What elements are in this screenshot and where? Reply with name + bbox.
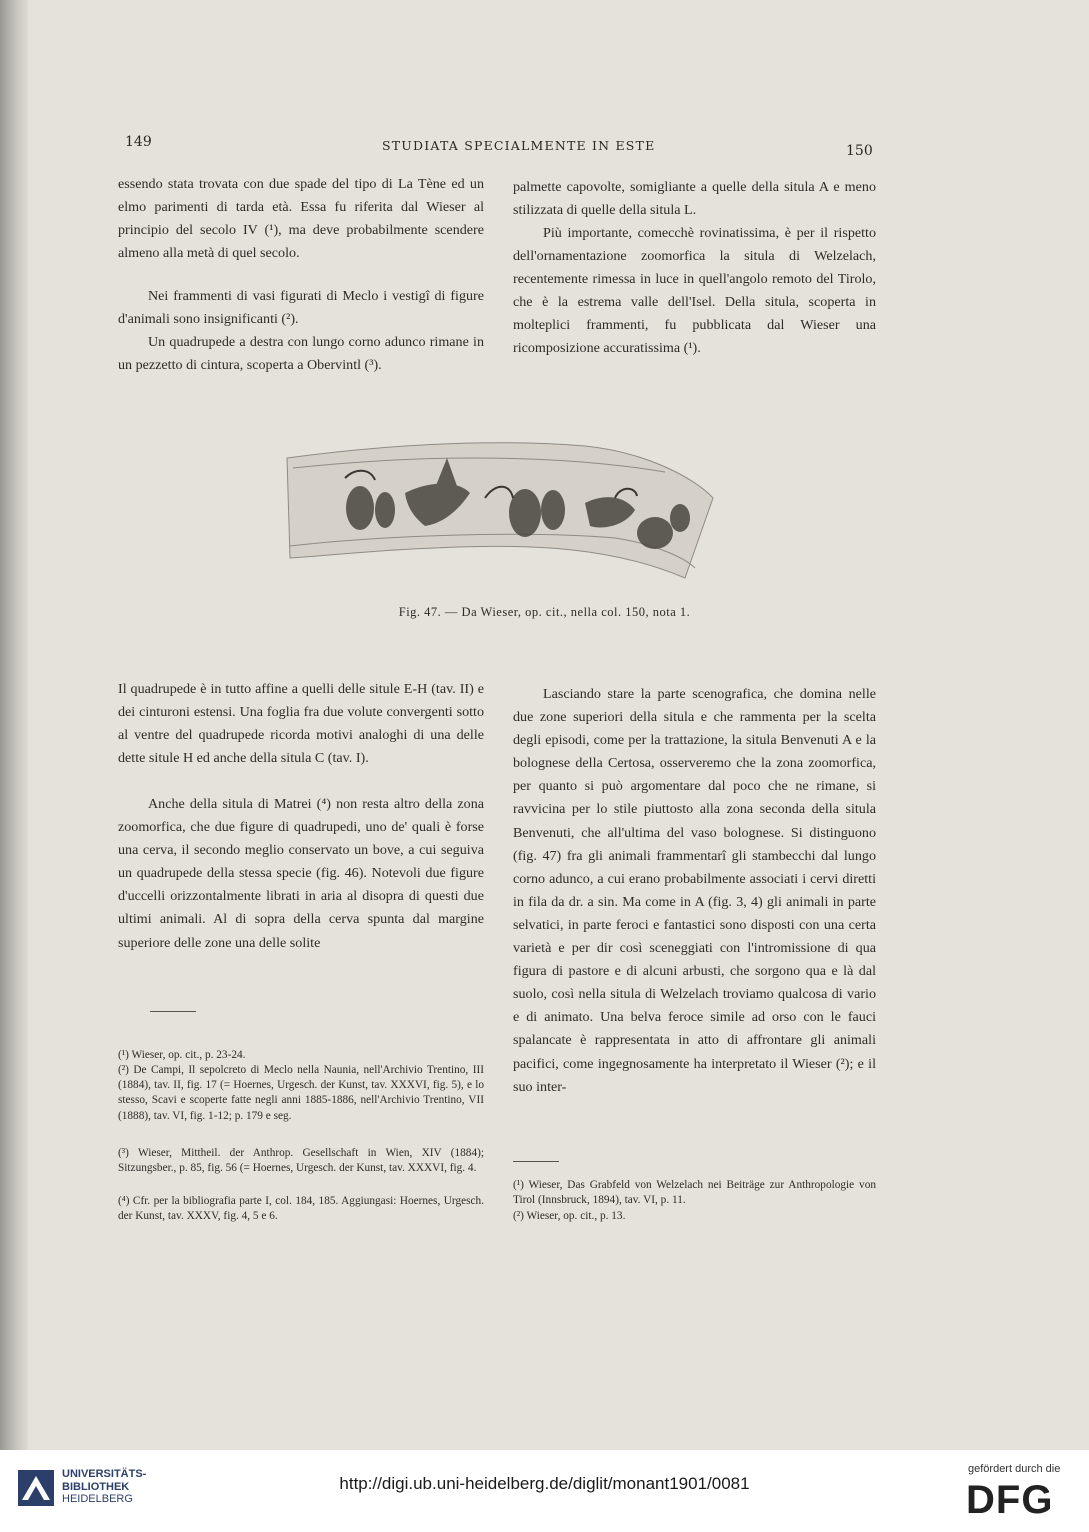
running-title: STUDIATA SPECIALMENTE IN ESTE xyxy=(382,138,656,153)
right-top-paragraph-1: palmette capovolte, somigliante a quelle della situla A e meno stilizzata di quelle della situla L. xyxy=(513,179,876,219)
left-top-paragraph-3: Un quadrupede a destra con lungo corno adunco rimane in un pezzetto di cintura, scoperta a Obervintl (³). xyxy=(118,334,484,374)
dfg-logo: DFG xyxy=(966,1478,1054,1522)
right-top-paragraph-2: Più importante, comecchè rovinatissima, è per il rispetto dell'ornamentazione zoomorfica la situla di Welzelach, recentemente rimessa in luce in quell'angolo remoto del Tirolo, che è la estrema valle dell'Isel. Della situla, scoperta in molteplici frammenti, fu pubblicata dal Wieser una ricomposizione accuratissima (¹). xyxy=(513,225,876,357)
footnote-left-2: (²) De Campi, Il sepolcreto di Meclo nella Naunia, nell'Archivio Trentino, III (1884), tav. II, fig. 17 (= Hoernes, Urgesch. der Kunst, tav. XXXVI, fig. 5), e lo stesso, Scavi e scoperte fatte negli anni 1885-1886, nell'Archivio Trentino, VII (1888), tav. VI, fig. 1-12; p. 179 e seg. xyxy=(118,1064,484,1122)
book-spine-shadow xyxy=(0,0,28,1450)
library-line-2: BIBLIOTHEK xyxy=(62,1480,130,1493)
figure-caption: Fig. 47. — Da Wieser, op. cit., nella col. 150, nota 1. xyxy=(398,605,691,619)
footnote-right-1: (¹) Wieser, Das Grabfeld von Welzelach nei Beiträge zur Anthropologie von Tirol (Innsbruck, 1894), tav. VI, p. 11. xyxy=(513,1179,876,1207)
page-number-right: 150 xyxy=(846,143,873,159)
footnote-left-4: (⁴) Cfr. per la bibliografia parte I, col. 184, 185. Aggiungasi: Hoernes, Urgesch. der Kunst, tav. XXXV, fig. 4, 5 e 6. xyxy=(118,1195,484,1223)
right-bottom-paragraph-1: Lasciando stare la parte scenografica, che domina nelle due zone superiori della situla e che rammenta per la scelta degli episodi, come per la trattazione, la situla Benvenuti A e la bolognese della Certosa, osserveremo che la zona zoomorfica, per quanto si può argomentare dal poco che ne rimane, si ravvicina per lo stile piuttosto alla zona seconda della situla Benvenuti, che all'ultima del vaso bolognese. Si distinguono (fig. 47) fra gli animali frammentarî gli stambecchi dal lungo corno adunco, a cui erano probabilmente associati i cervi diretti in fila da dr. a sin. Ma come in A (fig. 3, 4) gli animali in parte selvatici, in parte feroci e fantastici sono disposti con una certa varietà e per dir così sceneggiati con l'intromissione di qua figura di pastore e di alcuni arbusti, che sorgono qua e là dal suolo, così nella situla di Welzelach troviamo qualcosa di vario e di animato. Una belva feroce simile ad orso con le fauci spalancate è rappresentata in atto di affrontare gli animali pacifici, come ingegnosamente ha interpretato il Wieser (²); e il suo inter- xyxy=(513,686,876,1095)
footnote-left-3: (³) Wieser, Mittheil. der Anthrop. Gesellschaft in Wien, XIV (1884); Sitzungsber., p. 85, fig. 56 (= Hoernes, Urgesch. der Kunst, tav. XXXVI, fig. 4. xyxy=(118,1147,484,1175)
footnote-right-2: (²) Wieser, op. cit., p. 13. xyxy=(513,1210,626,1222)
library-line-3: HEIDELBERG xyxy=(62,1493,133,1505)
permalink-url[interactable]: http://digi.ub.uni-heidelberg.de/diglit/monant1901/0081 xyxy=(339,1474,750,1493)
left-top-paragraph-2: Nei frammenti di vasi figurati di Meclo i vestigî di figure d'animali sono insignificanti (²). xyxy=(118,288,484,328)
footnote-divider-right xyxy=(513,1161,559,1162)
page-number-left: 149 xyxy=(125,134,152,150)
left-bottom-paragraph-2: Anche della situla di Matrei (⁴) non resta altro della zona zoomorfica, che due figure di quadrupedi, uno de' quali è forse una cerva, il secondo meglio conservato un bove, a cui seguiva un quadrupede della stessa specie (fig. 46). Notevoli due figure d'uccelli orizzontalmente librati in aria al disopra di questi due ultimi animali. Al di sopra della cerva spunta dal margine superiore delle zone una delle solite xyxy=(118,796,484,951)
footnote-left-1: (¹) Wieser, op. cit., p. 23-24. xyxy=(118,1049,246,1061)
footnote-divider-left xyxy=(150,1011,196,1012)
situla-fragment-figure xyxy=(285,438,715,588)
funded-by-label: gefördert durch die xyxy=(968,1463,1061,1475)
library-line-1: UNIVERSITÄTS- xyxy=(62,1468,147,1480)
left-top-paragraph-1: essendo stata trovata con due spade del tipo di La Tène ed un elmo parimenti di tarda età. Essa fu riferita dal Wieser al principio del secolo IV (¹), ma deve probabilmente scendere almeno alla metà di quel secolo. xyxy=(118,176,484,262)
left-bottom-paragraph-1: Il quadrupede è in tutto affine a quelli delle situle E-H (tav. II) e dei cinturoni estensi. Una foglia fra due volute convergenti sotto al ventre del quadrupede ricorda motivi analoghi di una delle dette situle H ed anche della situla C (tav. I). xyxy=(118,681,484,767)
